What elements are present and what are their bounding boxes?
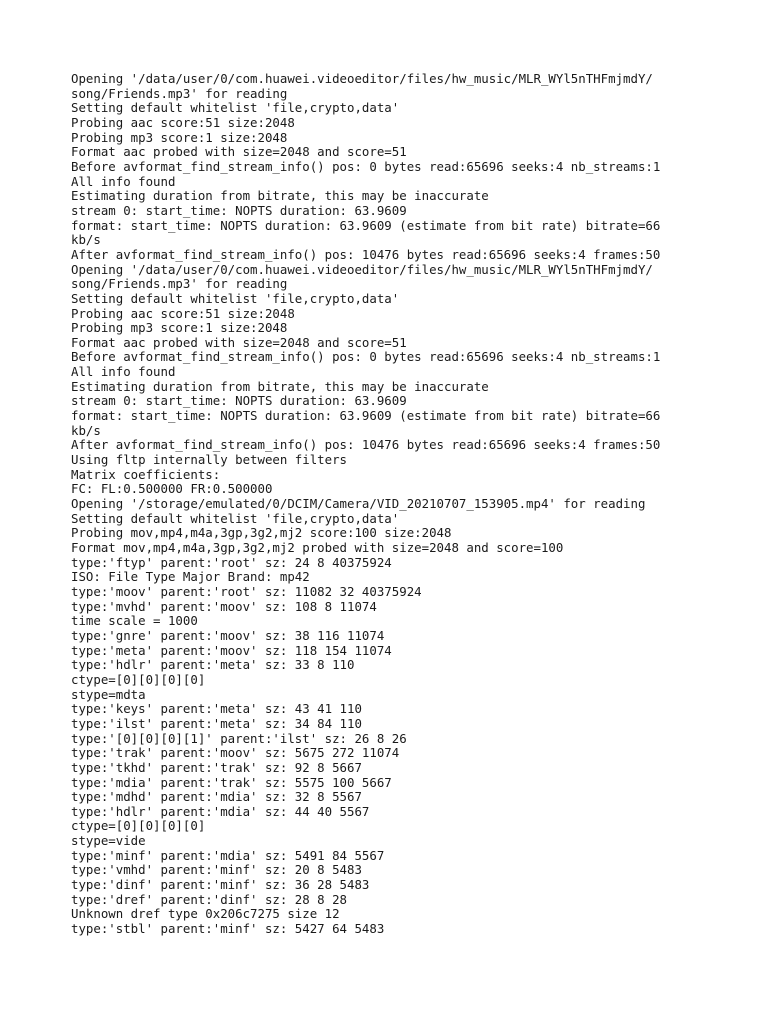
log-line: After avformat_find_stream_info() pos: 10476 bytes read:65696 seeks:4 frames:50 bbox=[71, 437, 661, 453]
log-line: Setting default whitelist 'file,crypto,data' bbox=[71, 510, 400, 526]
log-line: Using fltp internally between filters bbox=[71, 452, 348, 468]
log-line: stype=vide bbox=[71, 833, 146, 849]
log-line: type:'vmhd' parent:'minf' sz: 20 8 5483 bbox=[71, 862, 362, 878]
log-line: type:'trak' parent:'moov' sz: 5675 272 11074 bbox=[71, 745, 400, 761]
log-line: type:'hdlr' parent:'meta' sz: 33 8 110 bbox=[71, 657, 355, 673]
log-line: Estimating duration from bitrate, this may be inaccurate bbox=[71, 188, 489, 204]
log-line: All info found bbox=[71, 364, 176, 380]
log-line: Before avformat_find_stream_info() pos: 0 bytes read:65696 seeks:4 nb_streams:1 bbox=[71, 158, 661, 174]
log-text-block bbox=[71, 72, 711, 937]
log-line: type:'gnre' parent:'moov' sz: 38 116 11074 bbox=[71, 627, 385, 643]
log-line: type:'moov' parent:'root' sz: 11082 32 40375924 bbox=[71, 583, 422, 599]
log-line: Format aac probed with size=2048 and score=51 bbox=[71, 144, 407, 160]
log-line: type:'keys' parent:'meta' sz: 43 41 110 bbox=[71, 701, 362, 717]
log-line: ctype=[0][0][0][0] bbox=[71, 671, 206, 687]
log-line: kb/s bbox=[71, 422, 101, 438]
log-line: ctype=[0][0][0][0] bbox=[71, 818, 206, 834]
log-line: stype=mdta bbox=[71, 686, 146, 702]
log-line: Setting default whitelist 'file,crypto,data' bbox=[71, 290, 400, 306]
log-line: type:'dref' parent:'dinf' sz: 28 8 28 bbox=[71, 891, 348, 907]
log-line: format: start_time: NOPTS duration: 63.9609 (estimate from bit rate) bitrate=66 bbox=[71, 217, 661, 233]
log-line: type:'stbl' parent:'minf' sz: 5427 64 5483 bbox=[71, 921, 385, 937]
log-line: type:'dinf' parent:'minf' sz: 36 28 5483 bbox=[71, 877, 370, 893]
log-line: Opening '/storage/emulated/0/DCIM/Camera/VID_20210707_153905.mp4' for reading bbox=[71, 496, 646, 512]
log-line: All info found bbox=[71, 173, 176, 189]
log-line: type:'mdia' parent:'trak' sz: 5575 100 5667 bbox=[71, 774, 392, 790]
log-line: type:'[0][0][0][1]' parent:'ilst' sz: 26 8 26 bbox=[71, 730, 407, 746]
log-line: ISO: File Type Major Brand: mp42 bbox=[71, 569, 310, 585]
log-line: Matrix coefficients: bbox=[71, 466, 221, 482]
log-line: Opening '/data/user/0/com.huawei.videoeditor/files/hw_music/MLR_WYl5nTHFmjmdY/ bbox=[71, 71, 653, 86]
log-line: song/Friends.mp3' for reading bbox=[71, 85, 288, 101]
log-line: type:'minf' parent:'mdia' sz: 5491 84 5567 bbox=[71, 847, 385, 863]
log-line: type:'hdlr' parent:'mdia' sz: 44 40 5567 bbox=[71, 803, 370, 819]
log-line: Format aac probed with size=2048 and score=51 bbox=[71, 334, 407, 350]
log-line: type:'ftyp' parent:'root' sz: 24 8 40375924 bbox=[71, 554, 392, 570]
log-line: Format mov,mp4,m4a,3gp,3g2,mj2 probed with size=2048 and score=100 bbox=[71, 540, 564, 555]
log-line: Probing aac score:51 size:2048 bbox=[71, 114, 295, 130]
log-line: Before avformat_find_stream_info() pos: 0 bytes read:65696 seeks:4 nb_streams:1 bbox=[71, 349, 661, 365]
log-line: type:'ilst' parent:'meta' sz: 34 84 110 bbox=[71, 715, 362, 731]
log-line: Opening '/data/user/0/com.huawei.videoeditor/files/hw_music/MLR_WYl5nTHFmjmdY/ bbox=[71, 261, 653, 277]
log-line: type:'meta' parent:'moov' sz: 118 154 11074 bbox=[71, 642, 392, 658]
log-line: type:'mdhd' parent:'mdia' sz: 32 8 5567 bbox=[71, 789, 362, 805]
log-line: Unknown dref type 0x206c7275 size 12 bbox=[71, 906, 340, 922]
log-line: format: start_time: NOPTS duration: 63.9609 (estimate from bit rate) bitrate=66 bbox=[71, 408, 661, 424]
log-line: Setting default whitelist 'file,crypto,data' bbox=[71, 100, 400, 116]
log-line: stream 0: start_time: NOPTS duration: 63.9609 bbox=[71, 393, 407, 409]
log-line: Probing mov,mp4,m4a,3gp,3g2,mj2 score:100 size:2048 bbox=[71, 525, 452, 541]
log-line: type:'mvhd' parent:'moov' sz: 108 8 11074 bbox=[71, 598, 377, 614]
log-line: kb/s bbox=[71, 232, 101, 248]
log-line: FC: FL:0.500000 FR:0.500000 bbox=[71, 481, 273, 497]
log-line: stream 0: start_time: NOPTS duration: 63.9609 bbox=[71, 202, 407, 218]
log-line: Estimating duration from bitrate, this may be inaccurate bbox=[71, 378, 489, 394]
log-line: Probing mp3 score:1 size:2048 bbox=[71, 320, 288, 336]
log-line: After avformat_find_stream_info() pos: 10476 bytes read:65696 seeks:4 frames:50 bbox=[71, 246, 661, 262]
log-line: Probing aac score:51 size:2048 bbox=[71, 305, 295, 321]
log-line: Probing mp3 score:1 size:2048 bbox=[71, 129, 288, 145]
log-line: song/Friends.mp3' for reading bbox=[71, 276, 288, 292]
log-line: type:'tkhd' parent:'trak' sz: 92 8 5667 bbox=[71, 759, 362, 775]
log-line: time scale = 1000 bbox=[71, 613, 198, 629]
